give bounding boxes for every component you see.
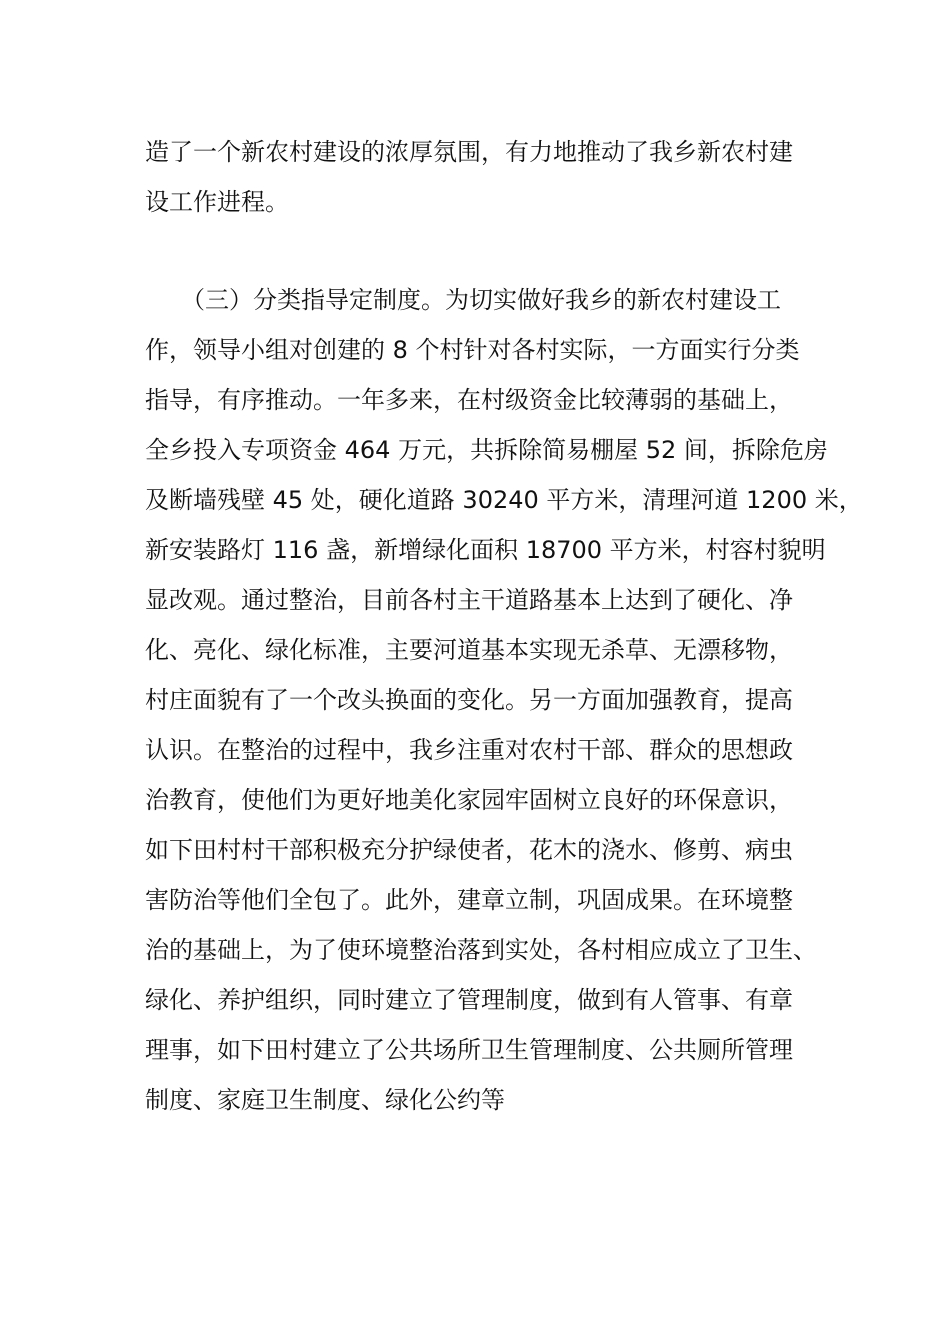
text-line: 害防治等他们全包了。此外，建章立制，巩固成果。在环境整: [145, 886, 793, 914]
text-line: 理事，如下田村建立了公共场所卫生管理制度、公共厕所管理: [145, 1036, 793, 1064]
text-line: 新安装路灯 116 盏，新增绿化面积 18700 平方米，村容村貌明: [145, 536, 826, 564]
text-line: 造了一个新农村建设的浓厚氛围，有力地推动了我乡新农村建: [145, 138, 793, 166]
text-line: 指导，有序推动。一年多来，在村级资金比较薄弱的基础上，: [145, 386, 793, 414]
text-line: 村庄面貌有了一个改头换面的变化。另一方面加强教育，提高: [145, 686, 793, 714]
text-line: 治的基础上，为了使环境整治落到实处，各村相应成立了卫生、: [145, 936, 817, 964]
text-line: 制度、家庭卫生制度、绿化公约等: [145, 1086, 505, 1114]
text-line: 认识。在整治的过程中，我乡注重对农村干部、群众的思想政: [145, 736, 793, 764]
text-line: 及断墙残壁 45 处，硬化道路 30240 平方米，清理河道 1200 米，: [145, 486, 863, 514]
text-line: 如下田村村干部积极充分护绿使者，花木的浇水、修剪、病虫: [145, 836, 793, 864]
text-line: 治教育，使他们为更好地美化家园牢固树立良好的环保意识，: [145, 786, 793, 814]
text-line: （三）分类指导定制度。为切实做好我乡的新农村建设工: [145, 286, 781, 314]
text-line: 设工作进程。: [145, 188, 289, 216]
text-line: 作，领导小组对创建的 8 个村针对各村实际，一方面实行分类: [145, 336, 800, 364]
text-line: 化、亮化、绿化标准，主要河道基本实现无杀草、无漂移物，: [145, 636, 793, 664]
paragraph-continuation: [145, 127, 793, 227]
text-line: 显改观。通过整治，目前各村主干道路基本上达到了硬化、净: [145, 586, 793, 614]
paragraph-section-three: [145, 275, 863, 1125]
text-line: 绿化、养护组织，同时建立了管理制度，做到有人管事、有章: [145, 986, 793, 1014]
text-line: 全乡投入专项资金 464 万元，共拆除简易棚屋 52 间，拆除危房: [145, 436, 828, 464]
